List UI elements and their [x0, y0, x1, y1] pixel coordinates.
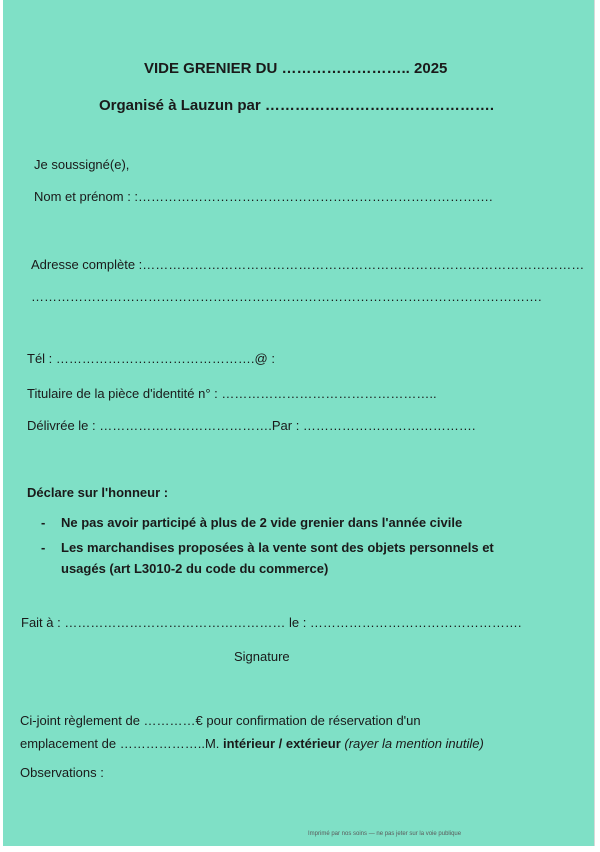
address-field[interactable]: Adresse complète :………………………………………………………………………………………… [31, 257, 585, 272]
bullet-marker: - [41, 515, 46, 530]
declaration-item-2-cont: usagés (art L3010-2 du code du commerce) [61, 561, 329, 576]
observations-label: Observations : [20, 765, 104, 780]
payment-line-2 [20, 736, 484, 751]
undersigned-label: Je soussigné(e), [34, 157, 130, 172]
name-field[interactable]: Nom et prénom : :………………………………………………………………………. [34, 189, 493, 204]
form-sheet [3, 0, 595, 846]
declaration-item-1: Ne pas avoir participé à plus de 2 vide grenier dans l'année civile [61, 515, 463, 530]
address-field-line2[interactable]: ………………………………………………………………………………………………………. [31, 289, 542, 304]
location-prefix: emplacement de ………………..M. [20, 736, 223, 751]
id-number-field[interactable]: Titulaire de la pièce d'identité n° : ………………………………………….. [27, 386, 437, 401]
bullet-marker: - [41, 540, 46, 555]
declaration-heading: Déclare sur l'honneur : [27, 485, 169, 500]
declaration-item-2: Les marchandises proposées à la vente sont des objets personnels et [61, 540, 494, 555]
issued-field[interactable]: Délivrée le : ………………………………….Par : …………………………………. [27, 418, 476, 433]
location-note: (rayer la mention inutile) [340, 736, 484, 751]
print-footer: Imprimé par nos soins — ne pas jeter sur la voie publique [308, 831, 462, 837]
form-title: VIDE GRENIER DU …………………….. 2025 [144, 60, 448, 77]
form-subtitle: Organisé à Lauzun par ………………………………………. [99, 97, 495, 114]
phone-email-field[interactable]: Tél : ……………………………………….@ : [27, 351, 275, 366]
signature-label: Signature [234, 649, 290, 664]
payment-line: Ci-joint règlement de …………€ pour confirmation de réservation d'un [20, 713, 421, 728]
place-date-field[interactable]: Fait à : …………………………………………… le : …………………………………………. [21, 615, 522, 630]
location-choice: intérieur / extérieur [223, 736, 341, 751]
